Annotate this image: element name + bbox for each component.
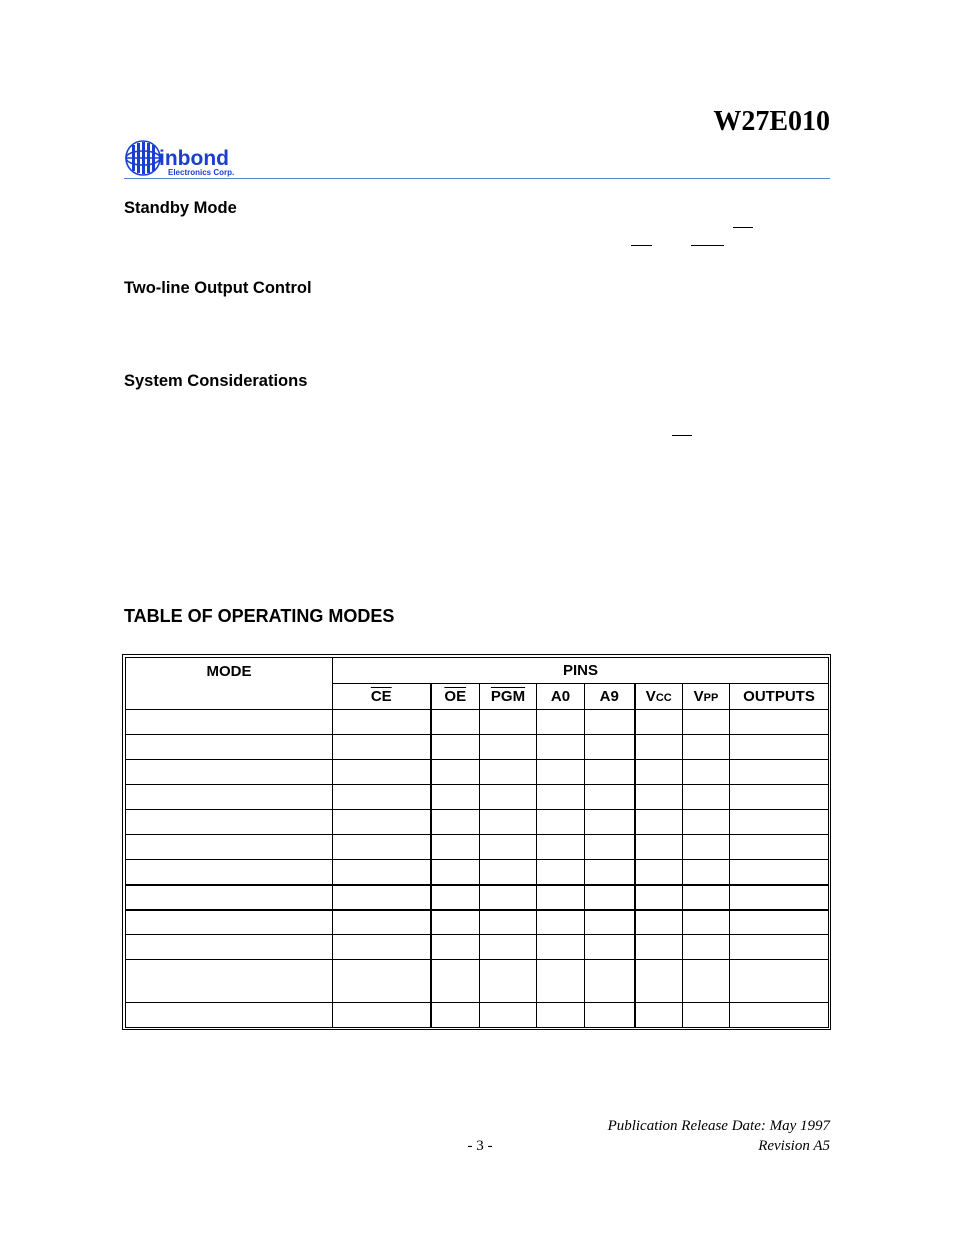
publication-release-date: Publication Release Date: May 1997 — [607, 1118, 830, 1134]
column-header-outputs: OUTPUTS — [730, 684, 829, 710]
column-header-vcc: VCC — [635, 684, 683, 710]
column-header-pgm: $\overline{PGM}$ — [480, 684, 537, 710]
overbar-fragment — [691, 245, 724, 246]
column-header-a9: A9 — [585, 684, 635, 710]
overbar-fragment — [733, 227, 753, 228]
table-row — [126, 835, 829, 860]
overbar-fragment — [631, 245, 652, 246]
operating-modes-table-heading: TABLE OF OPERATING MODES — [124, 606, 395, 626]
table-row — [126, 785, 829, 810]
operating-modes-table — [122, 654, 831, 1030]
table-row — [126, 960, 829, 1003]
table-row — [126, 735, 829, 760]
header-rule — [124, 178, 830, 179]
svg-text:inbond: inbond — [159, 147, 229, 170]
table-row — [126, 1003, 829, 1028]
mode-header-cell: MODE — [126, 658, 333, 710]
page-number: - 3 - — [467, 1138, 493, 1154]
column-header-ce: $\overline{CE}$ — [333, 684, 431, 710]
overbar-fragment — [672, 435, 692, 436]
table-row — [126, 760, 829, 785]
column-header-oe: $\overline{OE}$ — [431, 684, 480, 710]
system-considerations-heading: System Considerations — [124, 372, 308, 390]
table-row — [126, 810, 829, 835]
two-line-output-control-heading: Two-line Output Control — [124, 279, 312, 297]
standby-mode-heading: Standby Mode — [124, 199, 237, 217]
document-title: W27E010 — [713, 106, 830, 137]
table-row — [126, 860, 829, 885]
svg-text:Electronics Corp.: Electronics Corp. — [168, 168, 235, 177]
column-header-vpp: VPP — [683, 684, 730, 710]
pins-header-cell: PINS — [333, 658, 829, 684]
table-row — [126, 910, 829, 935]
revision-label: Revision A5 — [758, 1138, 830, 1154]
winbond-logo — [124, 137, 254, 179]
table-row — [126, 710, 829, 735]
column-header-a0: A0 — [537, 684, 585, 710]
table-row — [126, 885, 829, 910]
table-row — [126, 935, 829, 960]
